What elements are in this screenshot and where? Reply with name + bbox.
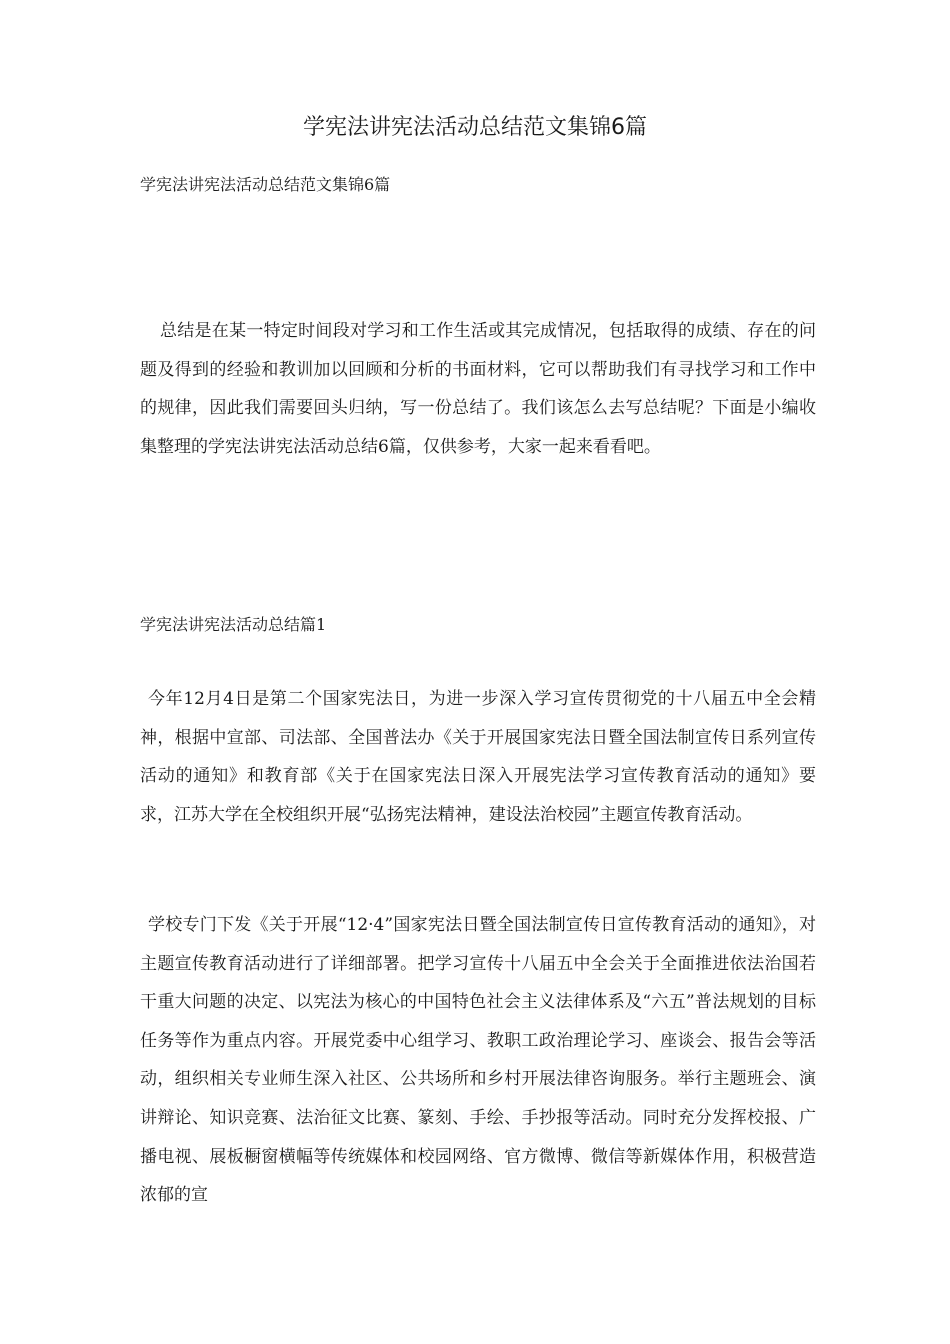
intro-paragraph: 总结是在某一特定时间段对学习和工作生活或其完成情况，包括取得的成绩、存在的问题及得到的经验和教训加以回顾和分析的书面材料，它可以帮助我们有寻找学习和工作中的规律，因此我们需要回头归纳，写一份总结了。我们该怎么去写总结呢？下面是小编收集整理的学宪法讲宪法活动总结6篇，仅供参考，大家一起来看看吧。 xyxy=(140,321,816,457)
body-paragraph-2: 学校专门下发《关于开展“12·4”国家宪法日暨全国法制宣传日宣传教育活动的通知》，对主题宣传教育活动进行了详细部署。把学习宣传十八届五中全会关于全面推进依法治国若干重大问题的决定、以宪法为核心的中国特色社会主义法律体系及“六五”普法规划的目标任务等作为重点内容。开展党委中心组学习、教职工政治理论学习、座谈会、报告会等活动，组织相关专业师生深入社区、公共场所和乡村开展法律咨询服务。举行主题班会、演讲辩论、知识竞赛、法治征文比赛、篆刻、手绘、手抄报等活动。同时充分发挥校报、广播电视、展板橱窗横幅等传统媒体和校园网络、官方微博、微信等新媒体作用，积极营造浓郁的宣 xyxy=(140,915,816,1206)
body-paragraph-1: 今年12月4日是第二个国家宪法日，为进一步深入学习宣传贯彻党的十八届五中全会精神，根据中宣部、司法部、全国普法办《关于开展国家宪法日暨全国法制宣传日系列宣传活动的通知》和教育部《关于在国家宪法日深入开展宪法学习宣传教育活动的通知》要求，江苏大学在全校组织开展“弘扬宪法精神，建设法治校园”主题宣传教育活动。 xyxy=(140,689,816,825)
document-subtitle: 学宪法讲宪法活动总结范文集锦6篇 xyxy=(140,175,391,194)
document-title: 学宪法讲宪法活动总结范文集锦6篇 xyxy=(303,115,647,140)
section-heading: 学宪法讲宪法活动总结篇1 xyxy=(140,615,327,634)
